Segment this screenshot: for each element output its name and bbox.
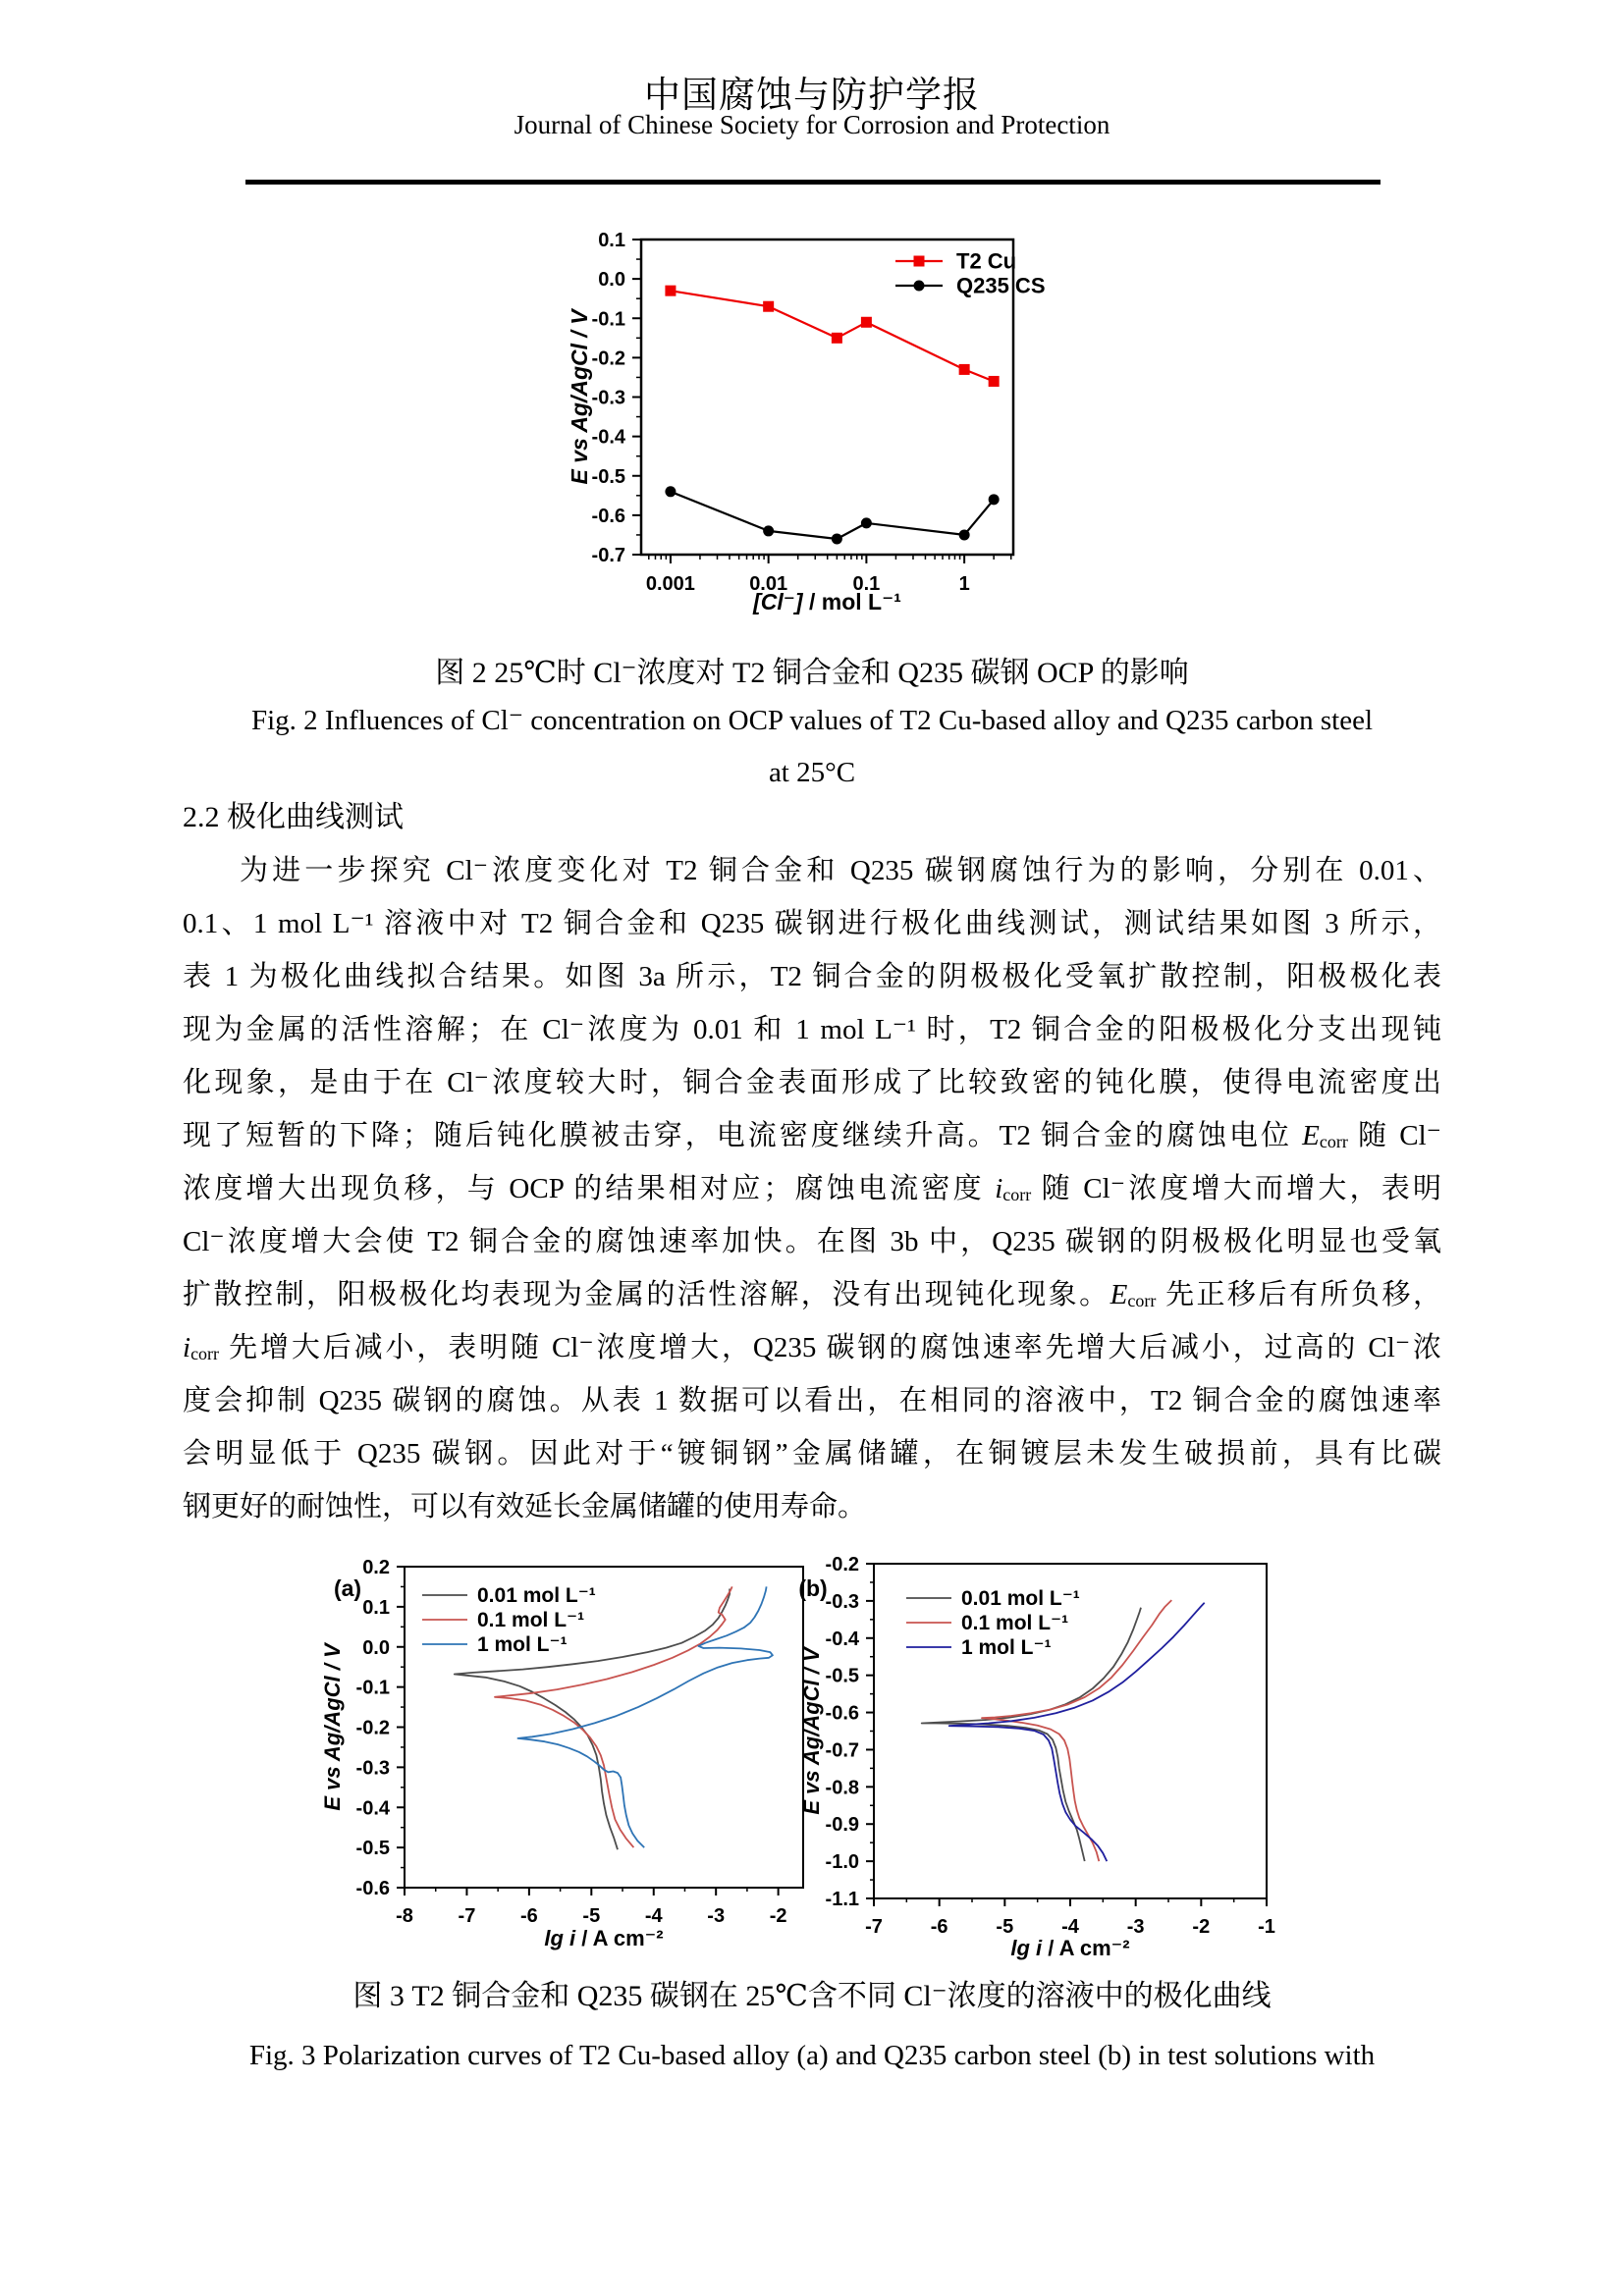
legend-label: 1 mol L⁻¹ [477,1632,568,1656]
svg-text:-3: -3 [707,1905,726,1927]
svg-text:-3: -3 [1126,1916,1145,1938]
svg-text:-6: -6 [930,1916,948,1938]
svg-text:-0.4: -0.4 [355,1797,390,1820]
svg-text:-0.2: -0.2 [591,347,625,370]
figure3a-polarization-chart [285,1551,810,1968]
y-axis-label: E vs Ag/AgCl / V [320,1643,345,1811]
svg-text:-0.1: -0.1 [591,308,625,331]
legend-label: Q235 CS [956,273,1046,298]
plot-frame [874,1564,1267,1898]
x-axis-label: lg i / A cm⁻² [544,1926,664,1950]
svg-text:-0.5: -0.5 [825,1665,859,1687]
figure2-caption-en: Fig. 2 Influences of Cl⁻ concentration on OCP values of T2 Cu-based alloy and Q235 carbon steel [250,705,1374,736]
svg-text:-1.0: -1.0 [825,1851,859,1874]
panel-label: (b) [798,1575,828,1601]
svg-text:-2: -2 [1192,1916,1211,1938]
journal-title-cn: 中国腐蚀与防护学报 [644,76,980,116]
x-axis-label: [Cl⁻] / mol L⁻¹ [753,589,901,614]
journal-title-en: Journal of Chinese Society for Corrosion and Protection [514,110,1110,139]
svg-text:0.1: 0.1 [598,230,625,251]
section-heading: 2.2 极化曲线测试 [183,801,404,833]
body-line: 会明显低于 Q235 碳钢。因此对于“镀铜钢”金属储罐，在铜镀层未发生破损前，具有比碳 [183,1438,1441,1469]
series-0-marker [763,301,774,312]
series-0-marker [861,317,872,328]
legend-marker [914,256,925,267]
y-axis-label: E vs Ag/AgCl / V [567,309,592,485]
svg-text:0.2: 0.2 [362,1557,390,1578]
svg-text:-0.7: -0.7 [825,1739,859,1762]
svg-text:-0.5: -0.5 [591,465,625,488]
figure3-caption-cn: 图 3 T2 铜合金和 Q235 碳钢在 25℃含不同 Cl⁻浓度的溶液中的极化曲线 [352,1980,1272,2012]
body-line: 钢更好的耐蚀性，可以有效延长金属储罐的使用寿命。 [183,1491,867,1522]
legend-label: 0.1 mol L⁻¹ [961,1611,1069,1634]
svg-text:-0.3: -0.3 [591,387,625,409]
svg-text:-7: -7 [865,1916,883,1938]
series-1-marker [832,533,842,544]
series-0-marker [832,333,842,344]
svg-text:-0.4: -0.4 [591,426,625,449]
legend-label: T2 Cu [956,248,1017,274]
figure2-caption-cn: 图 2 25℃时 Cl⁻浓度对 T2 铜合金和 Q235 碳钢 OCP 的影响 [435,657,1189,689]
svg-text:-0.2: -0.2 [355,1717,390,1739]
svg-text:-0.3: -0.3 [355,1757,390,1780]
fig3b-plot-svg [785,1551,1335,1968]
svg-text:-0.6: -0.6 [825,1702,859,1725]
body-line: 浓度增大出现负移，与 OCP 的结果相对应；腐蚀电流密度 icorr 随 Cl⁻浓度增大而增大，表明 [183,1173,1441,1205]
body-line: Cl⁻浓度增大会使 T2 铜合金的腐蚀速率加快。在图 3b 中，Q235 碳钢的阴极极化明显也受氧 [183,1226,1441,1257]
svg-text:-5: -5 [582,1905,601,1927]
svg-text:0.001: 0.001 [645,573,695,595]
y-axis-label: E vs Ag/AgCl / V [799,1647,824,1815]
body-line: 现了短暂的下降；随后钝化膜被击穿，电流密度继续升高。T2 铜合金的腐蚀电位 Ecorr 随 Cl⁻ [183,1120,1441,1152]
svg-text:-8: -8 [396,1905,413,1927]
fig2-plot-svg [550,218,1110,630]
panel-label: (a) [333,1575,362,1601]
svg-text:0.1: 0.1 [362,1596,390,1619]
series-1-marker [861,517,872,528]
figure3-caption-en: Fig. 3 Polarization curves of T2 Cu-based alloy (a) and Q235 carbon steel (b) in test solutions with [248,2040,1376,2071]
svg-text:-5: -5 [996,1916,1014,1938]
svg-text:-0.6: -0.6 [591,505,625,527]
x-axis-label: lg i / A cm⁻² [1010,1936,1130,1960]
svg-text:-0.2: -0.2 [825,1554,859,1575]
svg-text:-2: -2 [769,1905,787,1927]
svg-text:-0.6: -0.6 [355,1878,390,1899]
body-line: 表 1 为极化曲线拟合结果。如图 3a 所示，T2 铜合金的阴极极化受氧扩散控制，阳极极化表 [183,961,1441,992]
svg-text:0.0: 0.0 [362,1636,390,1659]
body-line: 化现象，是由于在 Cl⁻浓度较大时，铜合金表面形成了比较致密的钝化膜，使得电流密度出 [183,1067,1441,1098]
figure3b-polarization-chart [785,1551,1335,1968]
body-line: 0.1、1 mol L⁻¹ 溶液中对 T2 铜合金和 Q235 碳钢进行极化曲线测试，测试结果如图 3 所示， [183,908,1441,939]
series-1-marker [665,486,676,497]
svg-text:-1: -1 [1258,1916,1275,1938]
svg-text:-0.4: -0.4 [825,1628,859,1650]
svg-text:-1.1: -1.1 [825,1889,859,1910]
svg-text:0.1: 0.1 [852,573,881,595]
body-line: 扩散控制，阳极极化均表现为金属的活性溶解，没有出现钝化现象。Ecorr 先正移后有所负移， [183,1279,1441,1311]
svg-text:-4: -4 [1061,1916,1079,1938]
svg-text:-0.1: -0.1 [355,1677,390,1699]
plot-frame [405,1567,803,1888]
legend-marker [914,281,925,292]
series-0-marker [665,286,676,296]
series-1-line [671,492,994,539]
svg-text:-6: -6 [519,1905,538,1927]
svg-text:-7: -7 [458,1905,476,1927]
series-1-marker [959,529,970,540]
series-1-marker [763,525,774,536]
body-line: 现为金属的活性溶解；在 Cl⁻浓度为 0.01 和 1 mol L⁻¹ 时，T2 铜合金的阳极极化分支出现钝 [183,1014,1441,1045]
legend-label: 1 mol L⁻¹ [961,1635,1052,1659]
svg-text:-0.9: -0.9 [825,1814,859,1837]
svg-text:-0.8: -0.8 [825,1777,859,1799]
svg-text:-0.7: -0.7 [591,545,625,566]
figure2-caption-en-line2: at 25°C [768,757,856,788]
header-divider-rule [245,180,1380,185]
body-line: 度会抑制 Q235 碳钢的腐蚀。从表 1 数据可以看出，在相同的溶液中，T2 铜合金的腐蚀速率 [183,1385,1441,1416]
svg-text:0.01: 0.01 [749,573,788,595]
svg-text:-0.3: -0.3 [825,1590,859,1613]
legend-label: 0.1 mol L⁻¹ [477,1608,585,1631]
svg-text:-0.5: -0.5 [355,1838,390,1860]
svg-text:1: 1 [958,573,970,595]
fig3a-plot-svg [285,1551,810,1968]
svg-text:0.0: 0.0 [598,269,625,292]
series-0-marker [989,376,1000,387]
series-0-marker [959,364,970,375]
body-line: 为进一步探究 Cl⁻浓度变化对 T2 铜合金和 Q235 碳钢腐蚀行为的影响，分别在 0.01、 [240,855,1441,886]
figure2-ocp-chart [550,218,1110,630]
body-paragraph [183,844,1441,1533]
body-line: icorr 先增大后减小，表明随 Cl⁻浓度增大，Q235 碳钢的腐蚀速率先增大后减小，过高的 Cl⁻浓 [183,1332,1441,1364]
legend-label: 0.01 mol L⁻¹ [961,1586,1080,1610]
legend-label: 0.01 mol L⁻¹ [477,1583,596,1607]
svg-text:-4: -4 [644,1905,663,1927]
series-1-marker [989,494,1000,505]
